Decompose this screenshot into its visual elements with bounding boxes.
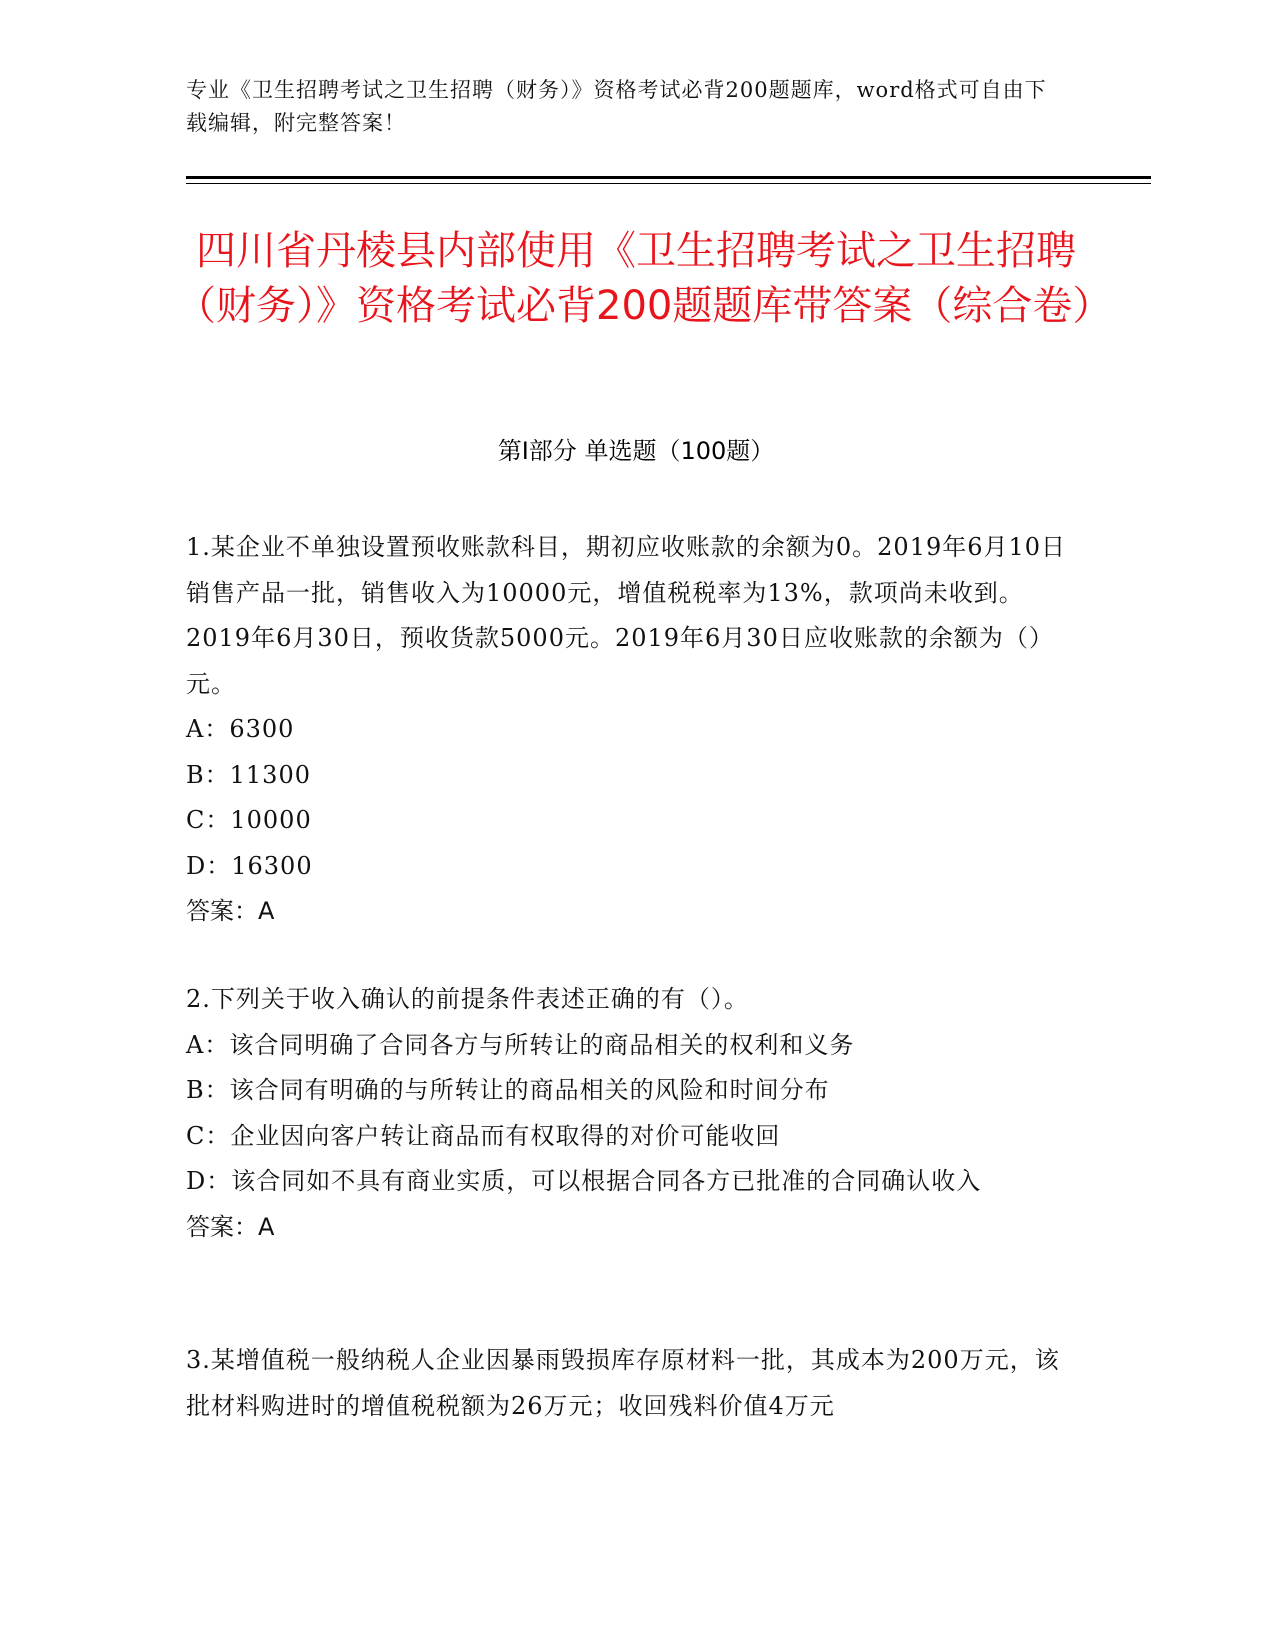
header-note: 专业《卫生招聘考试之卫生招聘（财务）》资格考试必背200题题库，word格式可自由下载编辑，附完整答案！ — [186, 78, 1047, 135]
question-3 — [186, 1338, 1081, 1429]
option-a: A：该合同明确了合同各方与所转让的商品相关的权利和义务 — [186, 1030, 855, 1059]
question-stem: 1.某企业不单独设置预收账款科目，期初应收账款的余额为0。2019年6月10日销售产品一批，销售收入为10000元，增值税税率为13%，款项尚未收到。2019年6月30日，预收货款5000元。2019年6月30日应收账款的余额为（）元。 — [186, 533, 1067, 698]
option-d: D：该合同如不具有商业实质，可以根据合同各方已批准的合同确认收入 — [186, 1167, 982, 1195]
option-c: C：10000 — [186, 806, 312, 834]
section-title: 第I部分 单选题（100题） — [497, 437, 775, 465]
document-title: 四川省丹棱县内部使用《卫生招聘考试之卫生招聘（财务）》资格考试必背200题题库带答案（综合卷） — [176, 228, 1113, 329]
option-c: C：企业因向客户转让商品而有权取得的对价可能收回 — [186, 1121, 781, 1150]
option-b: B：11300 — [186, 760, 311, 789]
answer-label: 答案：A — [186, 1212, 275, 1241]
option-b: B：该合同有明确的与所转让的商品相关的风险和时间分布 — [186, 1076, 830, 1104]
option-d: D：16300 — [186, 851, 313, 880]
question-stem: 3.某增值税一般纳税人企业因暴雨毁损库存原材料一批，其成本为200万元，该批材料购进时的增值税税额为26万元；收回残料价值4万元 — [186, 1346, 1060, 1420]
answer-label: 答案：A — [186, 897, 275, 925]
option-a: A：6300 — [186, 715, 295, 743]
question-1 — [186, 525, 1081, 935]
header-divider-thick — [186, 176, 1151, 179]
question-stem: 2.下列关于收入确认的前提条件表述正确的有（）。 — [186, 985, 749, 1013]
question-2 — [186, 977, 1081, 1250]
header-divider-thin — [186, 183, 1151, 184]
